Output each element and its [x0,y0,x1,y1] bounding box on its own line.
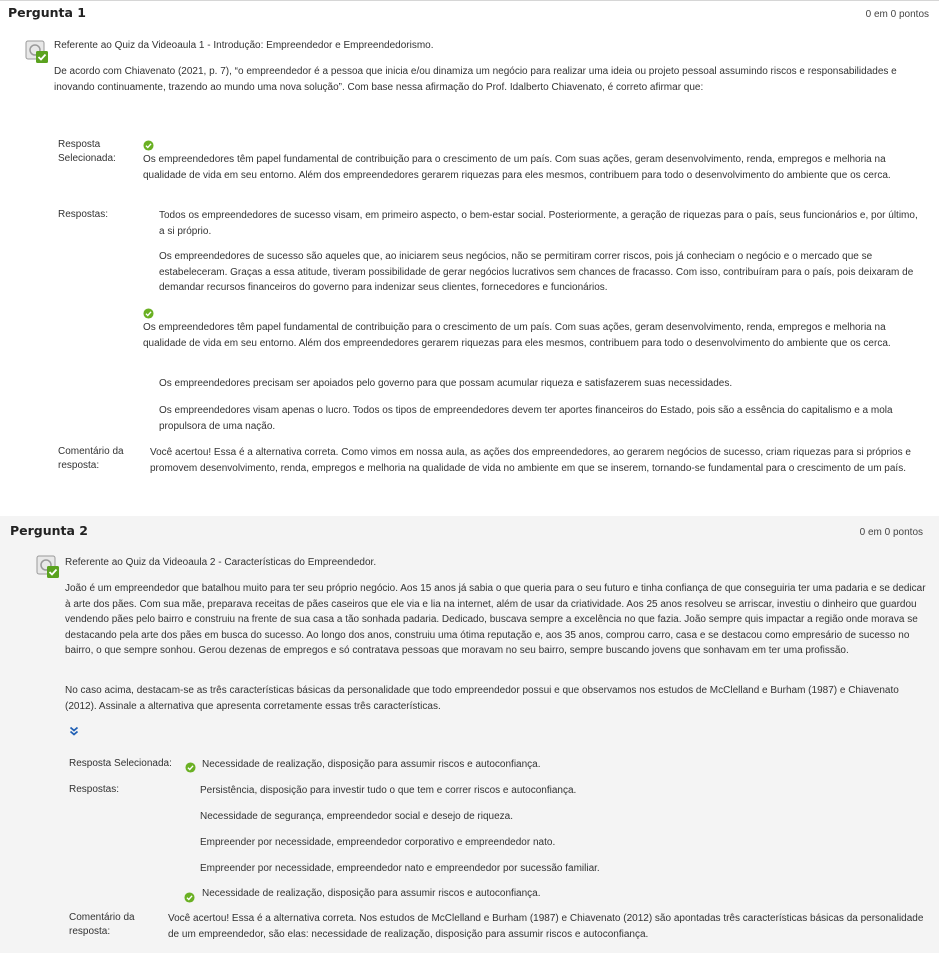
correct-question-icon [35,554,61,580]
question-1-reference: Referente ao Quiz da Videoaula 1 - Introdução: Empreendedor e Empreendedorismo. [54,40,434,51]
answer-option: Todos os empreendedores de sucesso visam, em primeiro aspecto, o bem-estar social. Posteriormente, a geração de riquezas para o país, seus funcionários e, por último, a si próprio. [159,210,918,237]
selected-answer-label: Resposta Selecionada: [69,758,172,769]
answer-comment: Você acertou! Essa é a alternativa correta. Como vimos em nossa aula, as ações dos empreendedores, ao gerarem negócios de sucesso, criam riquezas para si próprios e promovem desenvolvimento, renda, empregos e melhoria na qualidade de vida no ambiente em que se inserem, tornando-se fundamental para o crescimento de um país. [150,447,911,474]
question-1-statement: De acordo com Chiavenato (2021, p. 7), “o empreendedor é a pessoa que inicia e/ou dinamiza um negócio para realizar uma ideia ou projeto pessoal assumindo riscos e responsabilidades e inovando continuamente, trazendo ao mundo uma nova solução”. Com base nessa afirmação do Prof. Idalberto Chiavenato, é correto afirmar que: [54,66,897,93]
answers-label: Respostas: [58,209,109,220]
answer-option: Persistência, disposição para investir tudo o que tem e correr riscos e autoconfiança. [200,785,577,796]
check-icon [143,308,154,319]
question-1-title: Pergunta 1 [8,5,87,20]
answer-option-correct: Os empreendedores têm papel fundamental de contribuição para o crescimento de um país. Com suas ações, geram desenvolvimento, renda, empregos e melhoria na qualidade de vida em seu entorno. Além dos empreendedores gerarem riquezas para eles mesmos, contribuem para todo o desenvolvimento do ambiente que os cerca. [143,322,891,349]
check-icon [143,140,154,151]
question-2-title: Pergunta 2 [10,523,89,538]
question-2-reference: Referente ao Quiz da Videoaula 2 - Características do Empreendedor. [65,557,377,568]
question-2-statement-p1: João é um empreendedor que batalhou muito para ter seu próprio negócio. Aos 15 anos já sabia o que queria para o seu futuro e tinha confiança de que conseguiria ter uma padaria e se dedicar à arte dos pães. Com sua mãe, preparava receitas de pães caseiros que ele via e lia na internet, além de usar da criatividade. Aos 25 anos resolveu se arriscar, investiu o dinheiro que guardou vendendo pães pelo bairro e construiu na frente de sua casa a tão sonhada padaria. Dedicado, buscava sempre a excelência no que fazia. João sempre quis impactar a região onde morava se destacando pela arte dos pães em busca do sucesso. Ao longo dos anos, construiu uma ótima reputação e, aos 35 anos, comprou carro, casa e se destacou como empresário de sucesso no bairro, o que sempre sonhou. Gerou dezenas de empregos e só contratava pessoas que moravam no seu bairro, sempre buscando jovens que sonhavam em ter uma profissão. [65,583,926,656]
comment-label-line1: Comentário da [69,912,135,923]
comment-label-line1: Comentário da [58,446,124,457]
check-icon [185,762,196,773]
comment-label-line2: resposta: [58,460,100,471]
question-2-statement-p2: No caso acima, destacam-se as três características básicas da personalidade que todo empreendedor possui e que observamos nos estudos de McClelland e Burham (1987) e Chiavenato (2012). Assinale a alternativa que apresenta corretamente essas três características. [65,685,899,712]
selected-label-line1: Resposta [58,139,101,150]
answer-option: Necessidade de segurança, empreendedor social e desejo de riqueza. [200,811,513,822]
answer-comment: Você acertou! Essa é a alternativa correta. Nos estudos de McClelland e Burham (1987) e Chiavenato (2012) são apontadas três características básicas da personalidade de um empreendedor, são elas: necessidade de realização, disposição para assumir riscos e autoconfiança. [168,913,924,940]
answer-option: Os empreendedores precisam ser apoiados pelo governo para que possam acumular riqueza e satisfazerem suas necessidades. [159,378,733,389]
question-2-points: 0 em 0 pontos [859,527,923,538]
selected-answer-label [58,138,116,166]
comment-label [69,911,135,939]
double-chevron-down-icon[interactable] [69,726,79,736]
question-1-points: 0 em 0 pontos [865,9,929,20]
answer-option: Empreender por necessidade, empreendedor nato e empreendedor por sucessão familiar. [200,863,600,874]
comment-label [58,445,124,473]
correct-question-icon [24,39,50,65]
comment-label-line2: resposta: [69,926,111,937]
answer-option: Empreender por necessidade, empreendedor corporativo e empreendedor nato. [200,837,556,848]
selected-answer: Os empreendedores têm papel fundamental de contribuição para o crescimento de um país. Com suas ações, geram desenvolvimento, renda, empregos e melhoria na qualidade de vida em seu entorno. Além dos empreendedores gerarem riquezas para eles mesmos, contribuem para todo o desenvolvimento do ambiente que os cerca. [143,154,891,181]
selected-answer: Necessidade de realização, disposição para assumir riscos e autoconfiança. [202,759,541,770]
answer-option: Os empreendedores de sucesso são aqueles que, ao iniciarem seus negócios, não se permitiram correr riscos, pois já conheciam o negócio e o mercado que se estabeleceram. Graças a essa atitude, tiveram possibilidade de gerar negócios lucrativos sem chances de fracasso. Com isso, contribuíram para o país, pois deixaram de demandar recursos financeiros do governo para indenizar seus clientes, fornecedores e funcionários. [159,251,914,293]
answer-option-correct: Necessidade de realização, disposição para assumir riscos e autoconfiança. [202,888,541,899]
answer-option: Os empreendedores visam apenas o lucro. Todos os tipos de empreendedores devem ter aportes financeiros do Estado, pois são a essência do capitalismo e a mola propulsora de uma nação. [159,405,893,432]
selected-label-line2: Selecionada: [58,153,116,164]
answers-label: Respostas: [69,784,120,795]
question-2-panel [0,516,939,953]
check-icon [184,892,195,903]
